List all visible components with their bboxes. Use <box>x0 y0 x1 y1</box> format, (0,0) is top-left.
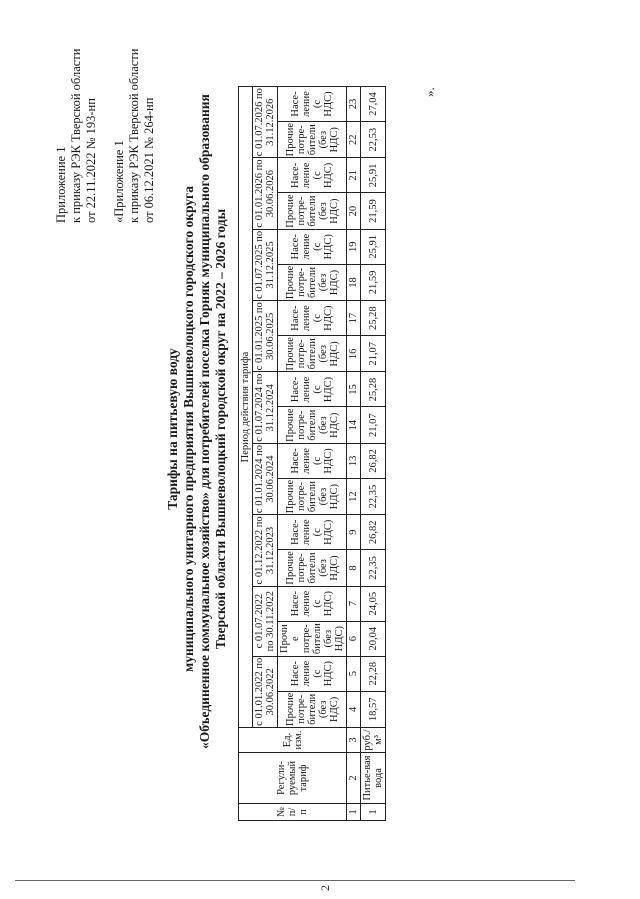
tariff-value: 21,07 <box>361 336 386 372</box>
tariff-value: 25,28 <box>361 301 386 336</box>
appendix-line: от 22.11.2022 № 193-нп <box>84 98 98 223</box>
index-cell: 3 <box>347 728 361 753</box>
heading-line: «Объединенное коммунальное хозяйство» для потребителей поселка Горняк муниципального образования <box>197 94 212 749</box>
sub-header-other: Прочие потре-бители (без НДС) <box>278 478 347 514</box>
index-cell: 6 <box>347 621 361 656</box>
index-cell: 21 <box>347 158 361 193</box>
sub-header-population: Насе-ление (с НДС) <box>278 158 347 193</box>
period-cell: с 01.12.2022 по 31.12.2023 <box>254 516 276 585</box>
appendix-previous-block <box>112 49 157 223</box>
index-cell: 7 <box>347 586 361 621</box>
tariff-value: 26,82 <box>361 515 386 550</box>
col-header-unit: Ед. изм. <box>239 728 347 753</box>
index-cell: 13 <box>347 443 361 478</box>
heading-line: Тарифы на питьевую воду <box>165 348 180 510</box>
tariff-value: 22,35 <box>361 478 386 514</box>
index-cell: 22 <box>347 122 361 158</box>
sub-header-other: Прочие потре-бители (без НДС) <box>278 264 347 300</box>
tariff-value: 25,28 <box>361 372 386 407</box>
sub-header-other: Прочи е потре-бители (без НДС) <box>279 623 345 655</box>
index-cell: 18 <box>347 264 361 300</box>
document-heading <box>165 94 229 749</box>
sub-header-population: Насе-ление (с НДС) <box>278 586 347 621</box>
col-header-tariff: Регули-руемый тариф <box>239 753 347 804</box>
tariff-value: 26,82 <box>361 443 386 478</box>
tariff-value: 24,05 <box>361 586 386 621</box>
index-cell: 8 <box>347 550 361 586</box>
period-cell: с 01.07.2026 по 31.12.2026 <box>254 88 276 157</box>
tariff-value: 25,91 <box>361 229 386 264</box>
tariff-value: 20,04 <box>361 621 386 656</box>
closing-quote: ». <box>422 87 437 97</box>
sub-header-other: Прочие потре-бители (без НДС) <box>278 122 347 158</box>
period-cell: с 01.01.2024 по 30.06.2024 <box>254 445 276 514</box>
sub-header-population: Насе-ление (с НДС) <box>278 656 347 691</box>
tariff-value: 18,57 <box>361 691 386 727</box>
tariff-value: 22,35 <box>361 550 386 586</box>
appendix-line: к приказу РЭК Тверской области <box>127 48 141 223</box>
index-cell: 23 <box>347 87 361 122</box>
row-tariff-name: Питье-вая вода <box>361 753 386 804</box>
appendix-current-block <box>54 49 99 223</box>
tariff-value: 21,07 <box>361 407 386 443</box>
index-cell: 20 <box>347 193 361 229</box>
appendix-line: к приказу РЭК Тверской области <box>69 48 83 223</box>
appendix-line: «Приложение 1 <box>112 140 126 223</box>
appendix-line: от 06.12.2021 № 264-нп <box>142 97 156 223</box>
tariff-value: 21,59 <box>361 193 386 229</box>
column-index-row <box>347 87 361 821</box>
tariff-table <box>238 86 386 821</box>
heading-line: муниципального унитарного предприятия Вышневолоцкого городского округа <box>181 186 196 672</box>
sub-header-other: Прочие потре-бители (без НДС) <box>278 336 347 372</box>
index-cell: 5 <box>347 656 361 691</box>
row-number: 1 <box>361 804 386 821</box>
period-cell: с 01.07.2022 по 30.11.2022 <box>253 586 278 656</box>
sub-header-population: Насе-ление (с НДС) <box>278 515 347 550</box>
period-cell: с 01.01.2022 по 30.06.2022 <box>254 657 276 726</box>
tariff-value: 22,53 <box>361 122 386 158</box>
tariff-value: 22,28 <box>361 656 386 691</box>
header-row-periods <box>239 87 253 821</box>
col-header-number: № п/п <box>239 804 347 821</box>
tariff-value: 21,59 <box>361 264 386 300</box>
index-cell: 16 <box>347 336 361 372</box>
index-cell: 12 <box>347 478 361 514</box>
index-cell: 19 <box>347 229 361 264</box>
sub-header-population: Насе-ление (с НДС) <box>278 229 347 264</box>
tariff-value: 25,91 <box>361 158 386 193</box>
sub-header-other: Прочие потре-бители (без НДС) <box>278 193 347 229</box>
sub-header-other: Прочие потре-бители (без НДС) <box>278 550 347 586</box>
index-cell: 2 <box>347 753 361 804</box>
index-cell: 14 <box>347 407 361 443</box>
period-cell: с 01.07.2025 по 31.12.2025 <box>254 230 276 299</box>
period-cell: с 01.07.2024 по 31.12.2024 <box>254 373 276 442</box>
sub-header-population: Насе-ление (с НДС) <box>278 443 347 478</box>
header-row-dates <box>253 87 278 821</box>
header-row-consumers <box>278 87 347 821</box>
tariff-value: 27,04 <box>361 87 386 122</box>
index-cell: 9 <box>347 515 361 550</box>
appendix-line: Приложение 1 <box>54 146 68 223</box>
sub-header-population: Насе-ление (с НДС) <box>278 301 347 336</box>
sub-header-population: Насе-ление (с НДС) <box>278 372 347 407</box>
index-cell: 15 <box>347 372 361 407</box>
index-cell: 17 <box>347 301 361 336</box>
sub-header-other: Прочие потре-бители (без НДС) <box>278 407 347 443</box>
heading-line: Тверской области Вышневолоцкий городской округ на 2022 – 2026 годы <box>213 208 228 650</box>
sub-header-population: Насе-ление (с НДС) <box>278 87 347 122</box>
index-cell: 4 <box>347 691 361 727</box>
index-cell: 1 <box>347 804 361 821</box>
row-unit: руб./м³ <box>362 729 384 751</box>
table-row <box>361 87 386 821</box>
period-cell: с 01.01.2025 по 30.06.2025 <box>254 302 276 371</box>
bottom-divider <box>15 880 575 881</box>
period-cell: с 01.01.2026 по 30.06.2026 <box>254 159 276 228</box>
period-header: Период действия тарифа <box>239 87 253 728</box>
sub-header-other: Прочие потре-бители (без НДС) <box>278 691 347 727</box>
page-number: 2 <box>318 885 332 891</box>
